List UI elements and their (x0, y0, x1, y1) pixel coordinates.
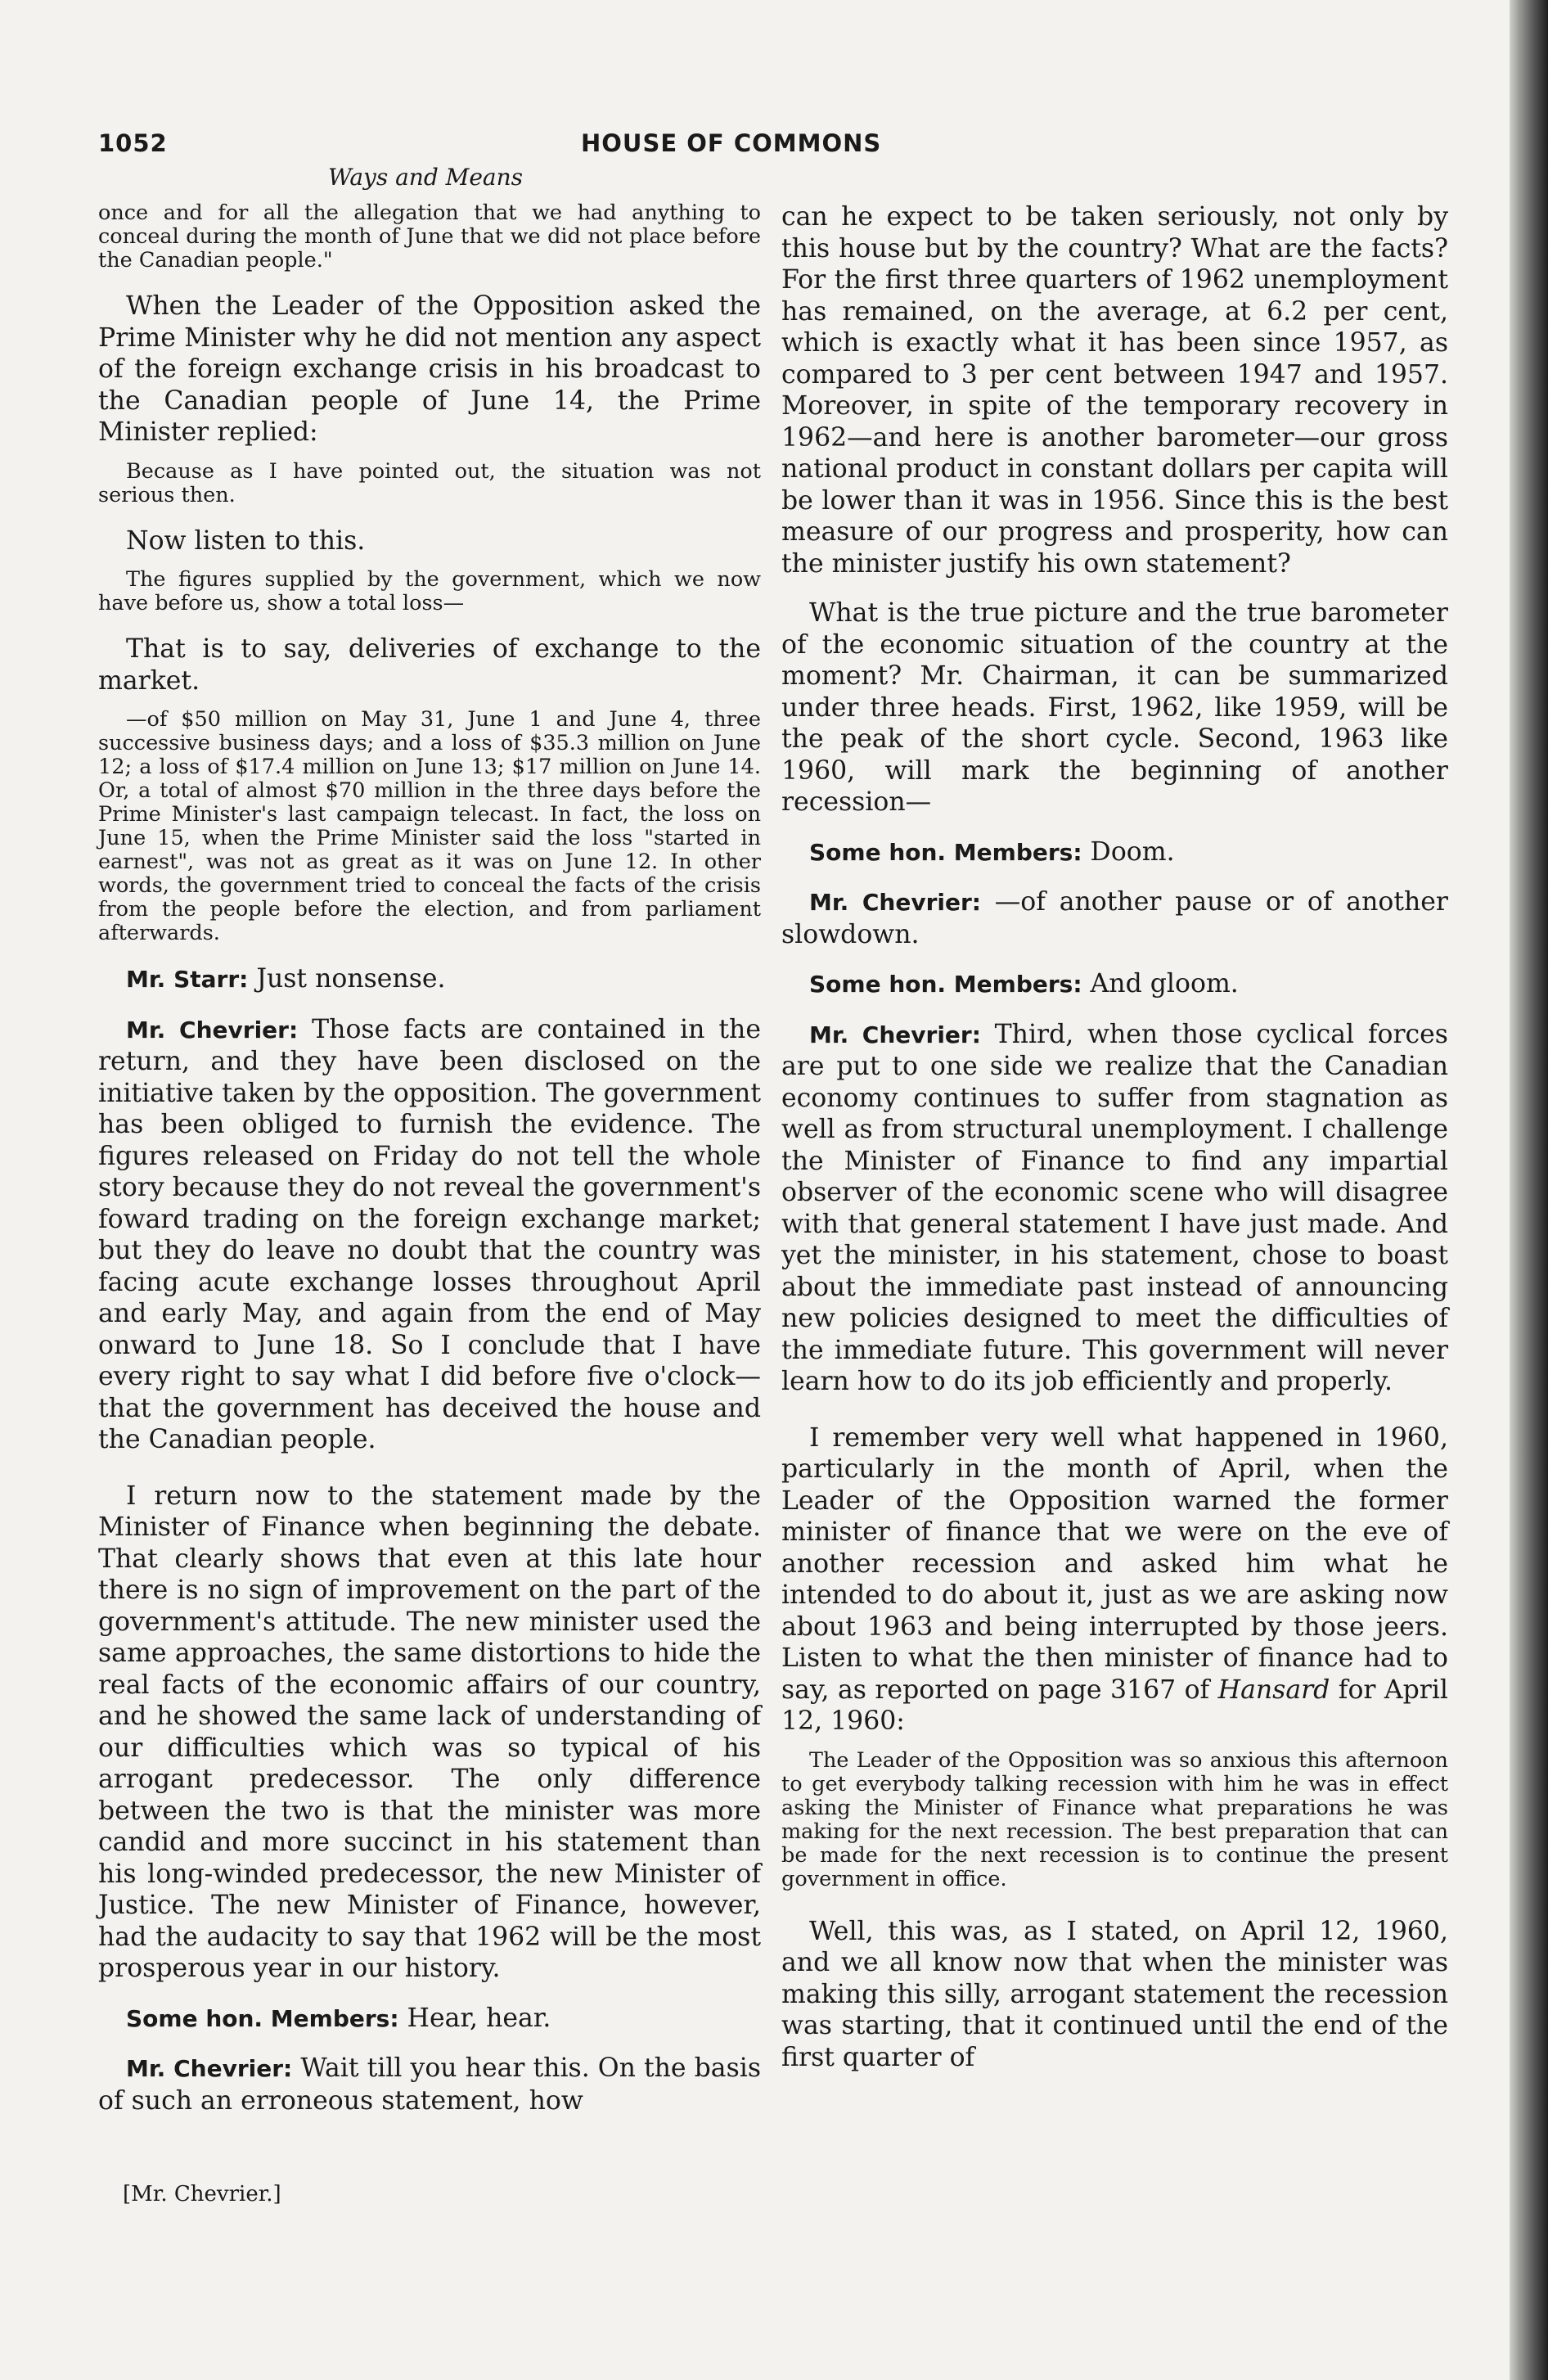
speaker-name: Some hon. Members: (126, 2004, 399, 2032)
speaker-name: Mr. Chevrier: (809, 889, 981, 916)
body-text: I remember very well what happened in 1960, particularly in the month of April, when the Leader of the Opposition warned the former minister of finance that we were on the eve of another recession and asked him what he intended to do about it, just as we are asking now about 1963 and being interrupted by those jeers. Listen to what the then minister of finance had to say, as reported on page 3167 of (781, 1422, 1448, 1705)
speaker-name: Mr. Chevrier: (126, 2055, 293, 2082)
speech-text: Doom. (1082, 836, 1175, 867)
page-header (98, 123, 933, 164)
quote-paragraph: Because as I have pointed out, the situation was not serious then. (98, 458, 761, 507)
speech-text: Wait till you hear this. On the basis of such an erroneous statement, how (98, 2053, 761, 2116)
left-column (98, 201, 761, 2116)
right-column (781, 201, 1448, 2073)
speech-paragraph (98, 2053, 761, 2116)
body-paragraph: can he expect to be taken seriously, not only by this house but by the country? What are the facts? For the first three quarters of 1962 unemployment has remained, on the average, at 6.2 per cent, which is exactly what it has been since 1957, as compared to 3 per cent between 1947 and 1957. Moreover, in spite of the temporary recovery in 1962—and here is another barometer—our gross national product in constant dollars per capita will be lower than it was in 1956. Since this is the best measure of our progress and prosperity, how can the minister justify his own statement? (781, 202, 1448, 579)
speech-paragraph (781, 968, 1448, 1001)
quote-paragraph: The figures supplied by the government, which we now have before us, show a total loss— (98, 567, 761, 615)
speech-paragraph (781, 836, 1448, 869)
speech-text: And gloom. (1082, 969, 1239, 998)
body-paragraph: What is the true picture and the true barometer of the economic situation of the country at the moment? Mr. Chairman, it can be summarized under three heads. First, 1962, like 1959, will be the peak of the short cycle. Second, 1963 like 1960, will mark the beginning of another recession— (781, 598, 1448, 817)
quote-paragraph: once and for all the allegation that we had anything to conceal during the month of June that we did not place before the Canadian people." (98, 201, 761, 273)
quote-paragraph: The Leader of the Opposition was so anxious this afternoon to get everybody talking recession with him he was in effect asking the Minister of Finance what preparations he was making for the next recession. The best preparation that can be made for the next recession is to continue the present government in office. (781, 1747, 1448, 1891)
speech-paragraph (98, 1014, 761, 1456)
speech-paragraph (781, 886, 1448, 950)
page-title: HOUSE OF COMMONS (581, 129, 882, 157)
section-subtitle: Ways and Means (327, 164, 523, 191)
speech-text: Those facts are contained in the return, and they have been disclosed on the initiative taken by the opposition. The government has been obliged to furnish the evidence. The figures released on Friday do not tell the whole story because they do not reveal the government's foward trading on the foreign exchange market; but they do leave no doubt that the country was facing acute exchange losses throughout April and early May, and again from the end of May onward to June 18. So I conclude that I have every right to say what I did before five o'clock—that the government has deceived the house and the Canadian people. (98, 1014, 761, 1454)
body-paragraph: Well, this was, as I stated, on April 12, 1960, and we all know now that when the minister was making this silly, arrogant statement the recession was starting, that it continued until the end of the first quarter of (781, 1916, 1448, 2072)
speaker-name: Mr. Chevrier: (126, 1016, 299, 1044)
speech-text: Third, when those cyclical forces are put to one side we realize that the Canadian economy continues to suffer from stagnation as well as from structural unemployment. I challenge the Minister of Finance to find any impartial observer of the economic scene who will disagree with that general statement I have just made. And yet the minister, in his statement, chose to boast about the immediate past instead of announcing new policies designed to meet the difficulties of the immediate future. This government will never learn how to do its job efficiently and properly. (781, 1019, 1448, 1396)
speech-text: —of another pause or of another slowdown. (781, 887, 1448, 949)
speaker-name: Some hon. Members: (809, 971, 1082, 998)
body-paragraph: When the Leader of the Opposition asked the Prime Minister why he did not mention any aspect of the foreign exchange crisis in his broadcast to the Canadian people of June 14, the Prime Minister replied: (98, 291, 761, 447)
body-paragraph: Now listen to this. (126, 525, 366, 556)
publication-title: Hansard (1217, 1675, 1330, 1705)
speech-paragraph (98, 2003, 761, 2035)
speech-paragraph (781, 1019, 1448, 1398)
speaker-name: Some hon. Members: (809, 838, 1082, 866)
speaker-name: Mr. Starr: (126, 966, 249, 993)
speaker-name: Mr. Chevrier: (809, 1021, 981, 1048)
speech-text: Just nonsense. (248, 964, 446, 994)
body-paragraph: That is to say, deliveries of exchange to the market. (98, 634, 761, 696)
quote-paragraph: —of $50 million on May 31, June 1 and June 4, three successive business days; and a loss of $35.3 million on June 12; a loss of $17.4 million on June 13; $17 million on June 14. Or, a total of almost $70 million in the three days before the Prime Minister's last campaign telecast. In fact, the loss on June 15, when the Prime Minister said the loss "started in earnest", was not as great as it was on June 12. In other words, the government tried to conceal the facts of the crisis from the people before the election, and from parliament afterwards. (98, 707, 761, 945)
page-number: 1052 (98, 129, 168, 157)
body-paragraph: I return now to the statement made by the Minister of Finance when beginning the debate. That clearly shows that even at this late hour there is no sign of improvement on the part of the government's attitude. The new minister used the same approaches, the same distortions to hide the real facts of the economic affairs of our country, and he showed the same lack of understanding of our difficulties which was so typical of his arrogant predecessor. The only difference between the two is that the minister was more candid and more succinct in his statement than his long-winded predecessor, the new Minister of Justice. The new Minister of Finance, however, had the audacity to say that 1962 will be the most prosperous year in our history. (98, 1481, 761, 1983)
speech-paragraph (98, 963, 761, 996)
body-paragraph (781, 1422, 1448, 1738)
speaker-footer: [Mr. Chevrier.] (123, 2182, 281, 2206)
speech-text: Hear, hear. (398, 2003, 551, 2033)
page-edge-shadow (1510, 0, 1548, 2380)
body-text: for April 12, 1960: (781, 1675, 1449, 1736)
